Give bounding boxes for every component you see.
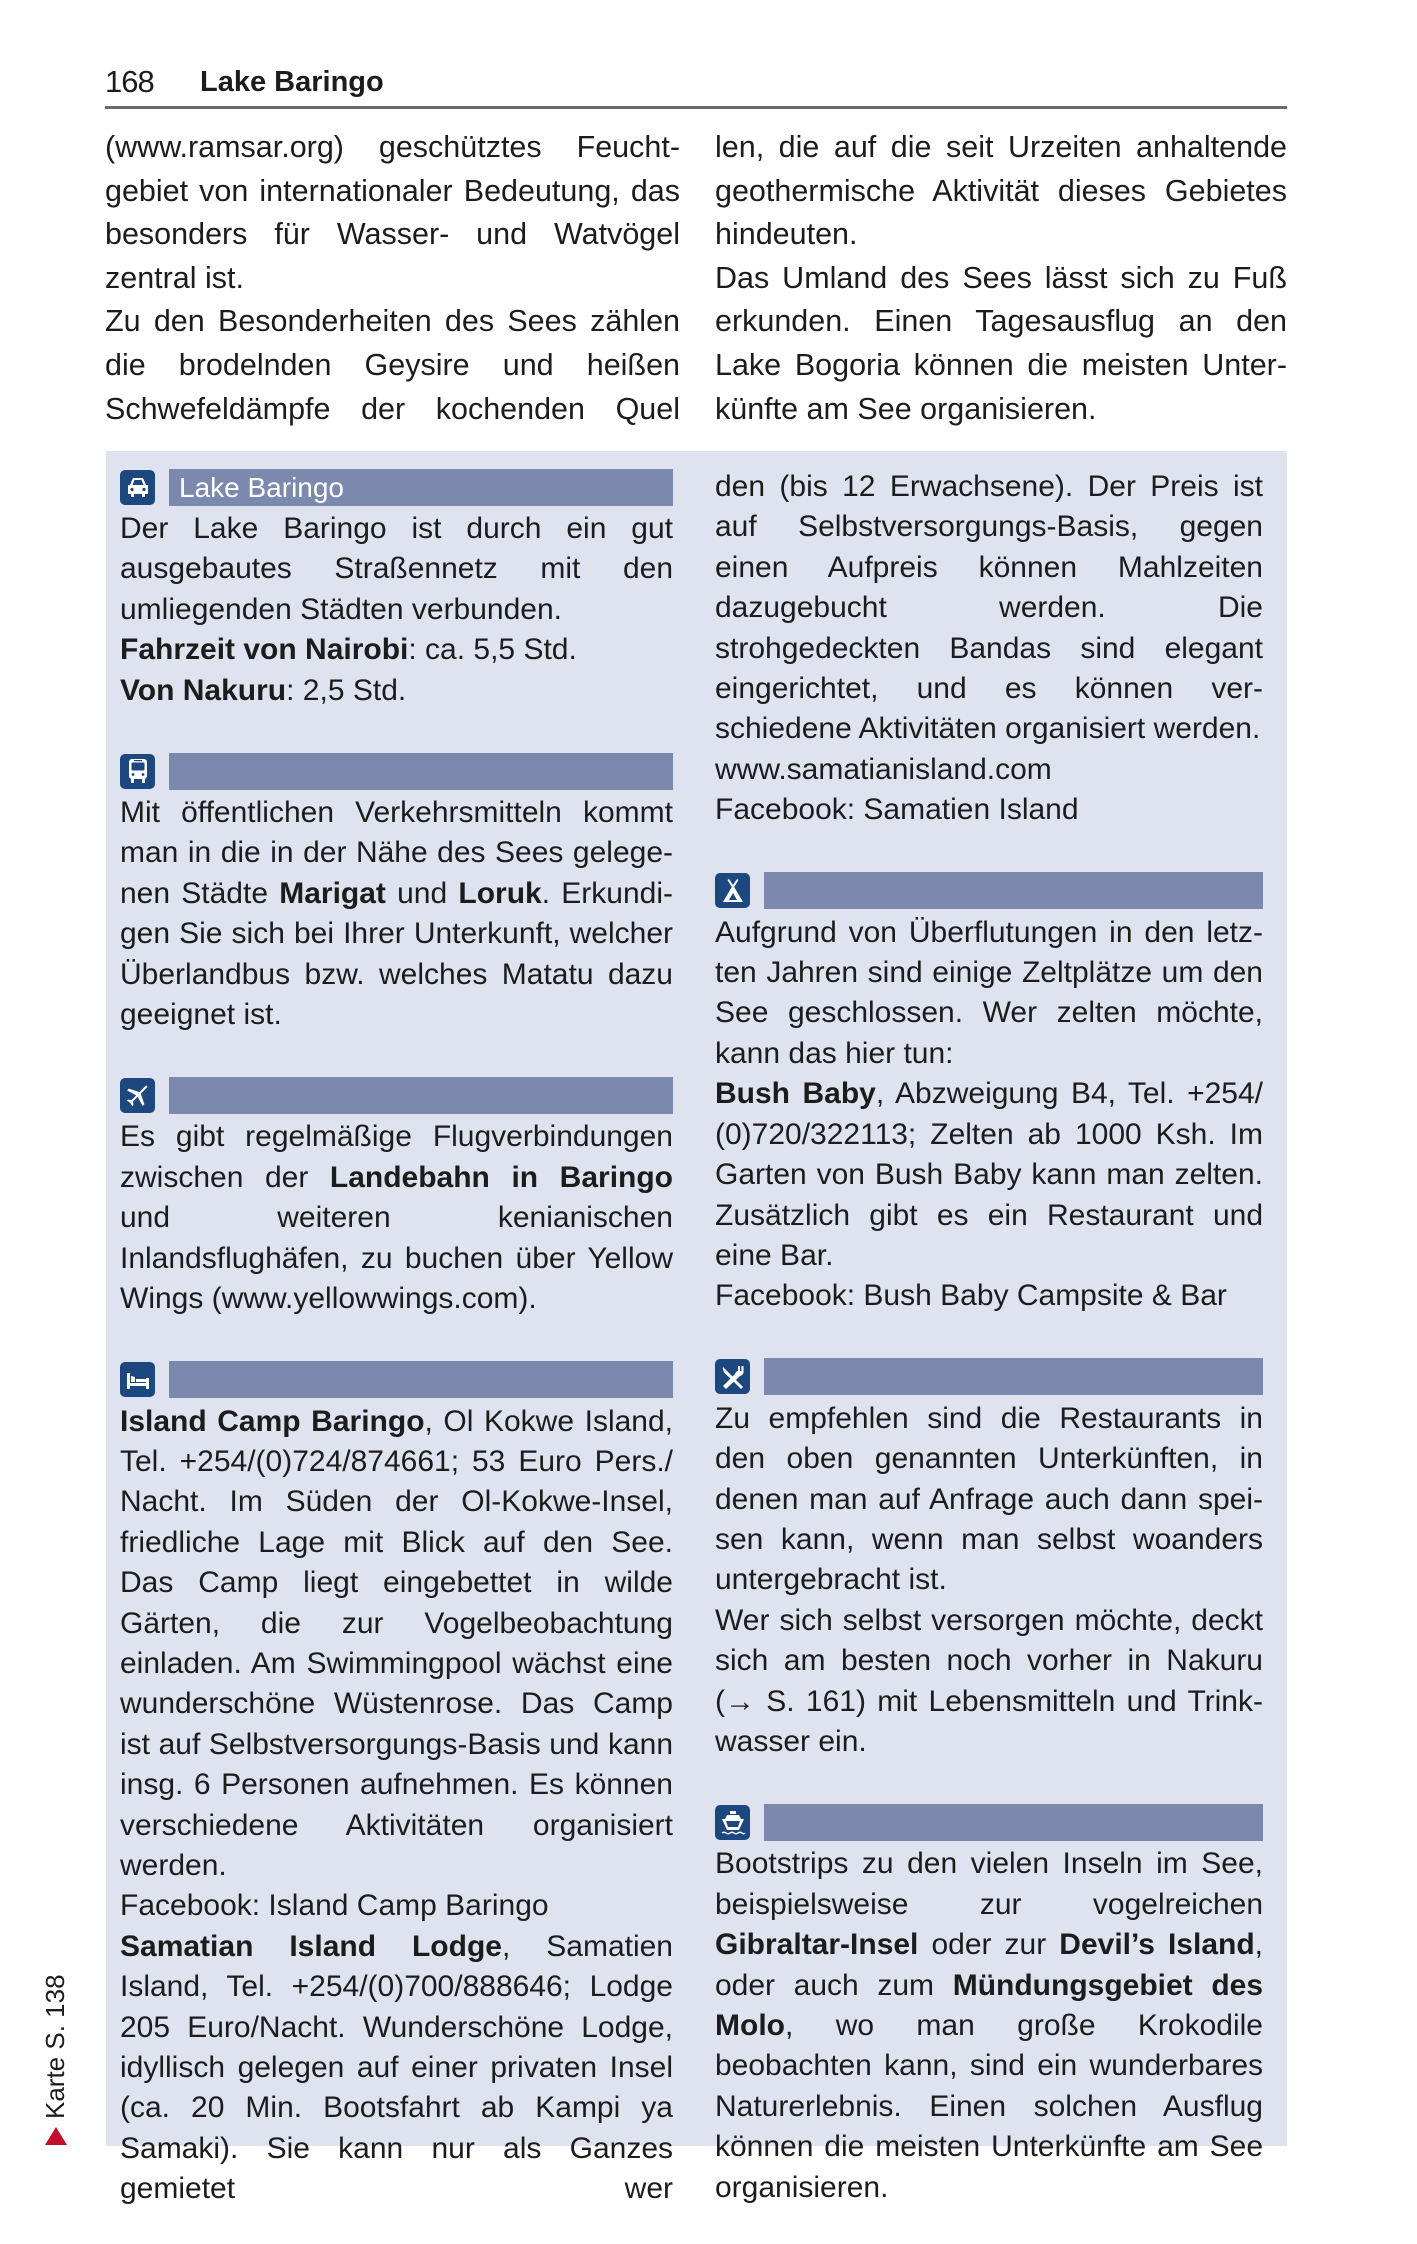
boat-icon (715, 1805, 750, 1840)
lodging-entry-samatian-cont: den (bis 12 Erwachsene). Der Preis ist auf Selbstversorgungs-Basis, gegen einen Aufpreis können Mahlzeiten dazugebucht werden. Die strohgedeckten Bandas sind elegant eingerichtet, und es können verschiedene Aktivitäten organisiert werden. (715, 470, 1263, 746)
fork-knife-icon (715, 1359, 750, 1394)
place-gibraltar-insel: Gibraltar-Insel (715, 1928, 919, 1962)
camping-entry-bush-baby (715, 1074, 1263, 1276)
place-marigat: Marigat (279, 876, 386, 910)
intro-left-column (105, 126, 680, 431)
map-reference[interactable] (40, 1974, 71, 2145)
lodging-entry-island-camp (120, 1402, 673, 1887)
map-reference-label: Karte S. 138 (40, 1974, 70, 2119)
section-title: Lake Baringo (169, 469, 673, 506)
section-header-food (715, 1357, 1263, 1397)
camping-text: Aufgrund von Überflutungen in den letzten Jahren sind einige Zeltplätze um den See geschlossen. Wer zelten möchte, kann das hier tun: (715, 915, 1263, 1070)
airplane-icon (120, 1078, 155, 1113)
lodging-name: Samatian Island Lodge (120, 1929, 502, 1963)
label: Von Nakuru (120, 673, 287, 707)
text: , Ol Kokwe Island, Tel. +254/(0)724/874661; 53 Euro Pers./ Nacht. Im Süden der Ol-Kokwe-Insel, friedliche Lage mit Blick auf den See. Das Camp liegt eingebettet in wilde Gärten, die zur Vogelbeobachtung einladen. Am Swimmingpool wächst eine wunderschöne Wüstenrose. Das Camp ist auf Selbstversorgungs-Basis und kann insg. 6 Personen aufnehmen. Es können verschiedene Aktivitäten organisiert werden. (120, 1404, 673, 1882)
text: Bootstrips zu den vielen Inseln im See, beispielsweise zur vogelreichen (715, 1847, 1263, 1921)
value: : ca. 5,5 Std. (408, 633, 577, 667)
section-header-lodging (120, 1360, 673, 1400)
section-header-plane (120, 1075, 673, 1115)
text: . Erkundigen Sie sich bei Ihrer Unterkunft, welcher Überlandbus bzw. welches Matatu dazu geeignet ist. (120, 876, 673, 1032)
paragraph: (www.ramsar.org) geschütztes Feuchtgebiet von internationaler Bedeutung, das besonders für Wasser- und Watvögel zentral ist. (105, 130, 680, 295)
plane-text (120, 1117, 673, 1319)
info-box (106, 451, 1287, 2206)
boat-text (715, 1844, 1263, 2208)
section-title (169, 1077, 673, 1114)
info-box-right-column (715, 467, 1263, 2208)
section-title (169, 1361, 673, 1398)
text: , oder auch zum (715, 1928, 1263, 2002)
text: und (385, 876, 459, 910)
triangle-marker-icon (45, 2127, 67, 2145)
section-title (169, 753, 673, 790)
section-title (764, 1804, 1263, 1841)
bus-text (120, 793, 673, 1035)
label: Fahrzeit von Nairobi (120, 633, 409, 667)
facebook-ref: Facebook: Bush Baby Campsite & Bar (715, 1279, 1227, 1313)
tent-icon (715, 873, 750, 908)
text: , Samatien Island, Tel. +254/(0)700/888646; Lodge 205 Euro/Nacht. Wunderschöne Lodge, idyllisch gelegen auf einer privaten Insel (ca. 20 Min. Bootsfahrt ab Kampi ya Samaki). Sie kann nur als Ganzes gemietet wer (120, 1929, 673, 2206)
text: , wo man große Krokodile beobachten kann, sind ein wunderbares Naturerlebnis. Einen solchen Ausflug können die meisten Unterkünfte am See organisieren. (715, 2009, 1263, 2204)
page-title: Lake Baringo (200, 66, 384, 98)
section-title (764, 1358, 1263, 1395)
text: , Abzweigung B4, Tel. +254/ (0)720/322113; Zelten ab 1000 Ksh. Im Garten von Bush Baby kann man zelten. Zusätzlich gibt es ein Restaurant und eine Bar. (715, 1077, 1264, 1272)
section-header-car (120, 467, 673, 507)
section-title (764, 872, 1263, 909)
place-molo-delta: Mündungsgebiet des Molo (715, 1968, 1264, 2042)
text: Es gibt regelmäßige Flugverbindungen zwischen der (120, 1120, 673, 1194)
car-duration-nakuru (120, 671, 673, 711)
bed-icon (120, 1362, 155, 1397)
place-devils-island: Devil’s Island (1059, 1928, 1255, 1962)
text: oder zur (918, 1928, 1060, 1962)
paragraph: Das Umland des Sees lässt sich zu Fuß erkunden. Einen Tagesausflug an den Lake Bogoria können die meisten Unterkünfte am See organisieren. (715, 260, 1287, 426)
value: : 2,5 Std. (286, 673, 407, 707)
lodging-entry-samatian (120, 1927, 673, 2210)
page-number: 168 (105, 64, 154, 99)
section-header-bus (120, 751, 673, 791)
car-icon (120, 470, 155, 505)
text: Mit öffentlichen Verkehrsmitteln kommt man in die in der Nähe des Sees gelegenen Städte (120, 796, 673, 910)
lodging-name: Island Camp Baringo (120, 1404, 425, 1438)
info-box-left-column (120, 467, 673, 2210)
website-link[interactable]: www.samatianisland.com (715, 752, 1052, 786)
section-header-boat (715, 1802, 1263, 1842)
paragraph: Zu den Besonderheiten des Sees zählen die brodelnden Geysire und heißen Schwefeldämpfe der kochenden Quel (105, 304, 680, 426)
food-text: Zu empfehlen sind die Restaurants in den oben genannten Unterkünften, in denen man auf Anfrage auch dann speisen kann, wenn man selbst woanders untergebracht ist. (715, 1401, 1263, 1597)
paragraph: len, die auf die seit Urzeiten anhaltende geothermische Aktivität dieses Gebietes hindeuten. (715, 130, 1287, 252)
food-text-selfcatering: Wer sich selbst versorgen möchte, deckt sich am besten noch vorher in Nakuru (→ S. 161) mit Lebensmitteln und Trinkwasser ein. (715, 1603, 1263, 1758)
text: und weiteren kenianischen Inlandsflughäfen, zu buchen über Yellow Wings (www.yellowwings.com). (120, 1201, 673, 1316)
facebook-ref: Facebook: Island Camp Baringo (120, 1889, 549, 1923)
section-header-camping (715, 871, 1263, 911)
place-airstrip: Landebahn in Baringo (329, 1160, 673, 1194)
car-text: Der Lake Baringo ist durch ein gut ausgebautes Straßennetz mit den umliegenden Städten verbunden. (120, 512, 673, 626)
campsite-name: Bush Baby (715, 1077, 876, 1111)
running-head (105, 62, 1287, 109)
place-loruk: Loruk (458, 876, 542, 910)
intro-right-column (715, 126, 1287, 431)
car-duration-nairobi (120, 630, 673, 670)
facebook-ref: Facebook: Samatien Island (715, 793, 1079, 827)
bus-icon (120, 754, 155, 789)
